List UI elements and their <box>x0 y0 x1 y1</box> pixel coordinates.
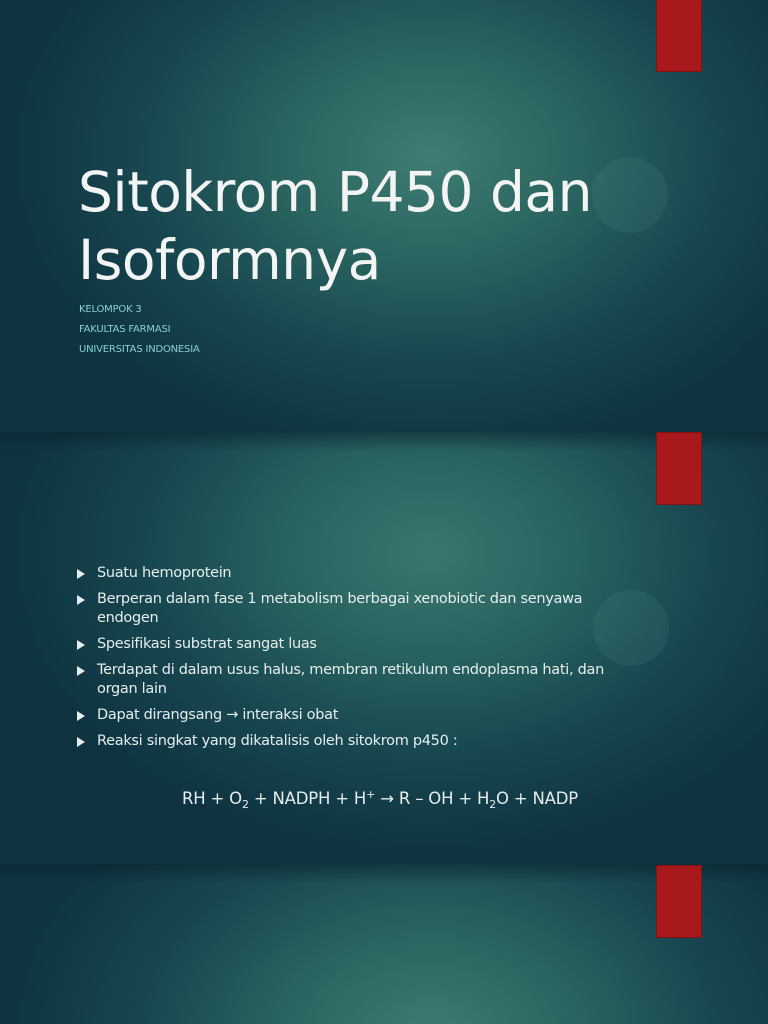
bullet-item <box>76 564 636 583</box>
bullet-item <box>76 706 636 725</box>
bullet-text: Terdapat di dalam usus halus, membran retikulum endoplasma hati, dan organ lain <box>97 662 604 697</box>
bullet-arrow-icon <box>77 569 85 579</box>
subtitle-group: KELOMPOK 3 <box>79 304 142 315</box>
bullet-item <box>76 732 636 751</box>
formula-part: + NADPH + H <box>248 789 367 808</box>
red-accent-tab <box>657 0 701 71</box>
bullet-arrow-icon <box>77 737 85 747</box>
bullet-arrow-icon <box>77 640 85 650</box>
formula-subscript: 2 <box>489 798 497 811</box>
bullet-list <box>76 564 636 758</box>
bullet-item <box>76 635 636 654</box>
bullet-item <box>76 590 636 628</box>
slide-divider-shadow <box>0 432 768 452</box>
reaction-formula <box>182 788 578 811</box>
bullet-arrow-icon <box>77 666 85 676</box>
bullet-arrow-icon <box>77 711 85 721</box>
formula-superscript: + <box>366 788 376 801</box>
formula-part: O + NADP <box>496 789 579 808</box>
formula-part: RH + O <box>182 789 242 808</box>
bullet-text: Spesifikasi substrat sangat luas <box>97 636 317 652</box>
slide-title: Sitokrom P450 dan Isoformnya <box>78 160 592 292</box>
bullet-text: Berperan dalam fase 1 metabolism berbagai xenobiotic dan senyawa endogen <box>97 591 583 626</box>
red-accent-tab <box>657 433 701 504</box>
subtitle-list <box>79 300 200 360</box>
formula-part: → R – OH + H <box>375 789 490 808</box>
bullet-item <box>76 661 636 699</box>
subtitle-faculty: FAKULTAS FARMASI <box>79 324 171 335</box>
bullet-text: Reaksi singkat yang dikatalisis oleh sitokrom p450 : <box>97 733 458 749</box>
formula-subscript: 2 <box>241 798 249 811</box>
bullet-arrow-icon <box>77 595 85 605</box>
slide-divider-shadow <box>0 864 768 884</box>
next-slide-partial <box>0 864 768 1024</box>
red-accent-tab <box>657 866 701 937</box>
subtitle-university: UNIVERSITAS INDONESIA <box>79 344 200 355</box>
bullet-text: Suatu hemoprotein <box>97 565 232 581</box>
title-slide <box>0 0 768 432</box>
bullet-text: Dapat dirangsang → interaksi obat <box>97 707 339 723</box>
